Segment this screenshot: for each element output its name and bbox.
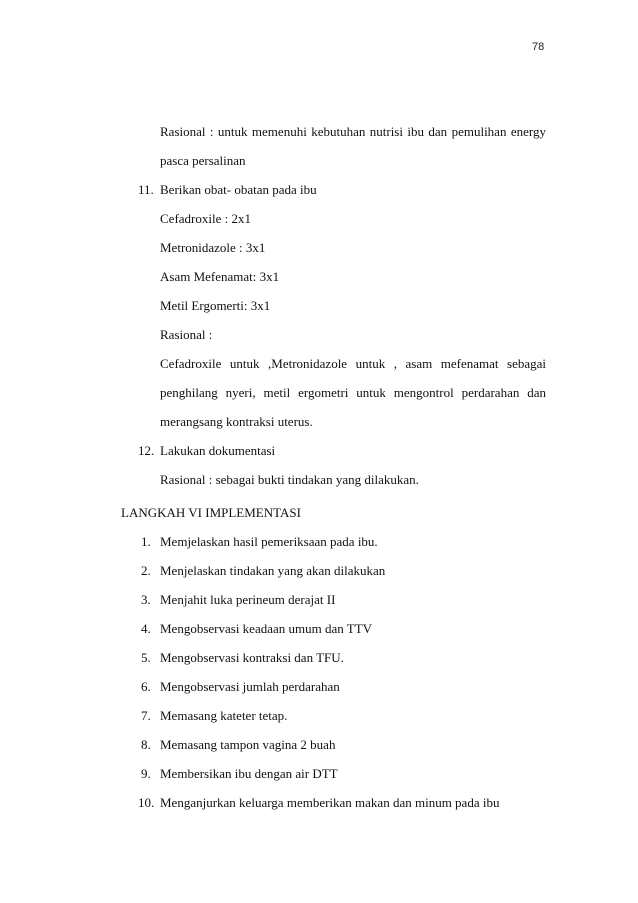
list-number: 3. [141,592,151,607]
rasional-nutrisi-line-2: pasca persalinan [160,153,246,168]
drug-cefadroxile: Cefadroxile : 2x1 [160,211,251,226]
list-item-text: Mengobservasi jumlah perdarahan [160,679,340,694]
rasional-dokumentasi: Rasional : sebagai bukti tindakan yang dilakukan. [160,472,419,487]
list-item-text: Memasang kateter tetap. [160,708,288,723]
list-item-11 [0,182,638,197]
list-item [0,737,638,752]
list-number: 2. [141,563,151,578]
list-item [0,795,638,810]
list-item-text: Menjelaskan tindakan yang akan dilakukan [160,563,386,578]
list-item [0,563,638,578]
list-number: 7. [141,708,151,723]
list-number: 6. [141,679,151,694]
list-number: 5. [141,650,151,665]
drug-metronidazole: Metronidazole : 3x1 [160,240,266,255]
rasional-obat-line-3: merangsang kontraksi uterus. [160,414,313,429]
list-number: 1. [141,534,151,549]
list-item [0,650,638,665]
list-item-text: Lakukan dokumentasi [160,443,276,458]
list-item-text: Menjahit luka perineum derajat II [160,592,336,607]
list-item-text: Membersikan ibu dengan air DTT [160,766,338,781]
list-item [0,621,638,636]
list-item [0,592,638,607]
rasional-nutrisi-line-1: Rasional : untuk memenuhi kebutuhan nutrisi ibu dan pemulihan energy [160,124,546,139]
list-number: 9. [141,766,151,781]
list-item-text: Menganjurkan keluarga memberikan makan dan minum pada ibu [160,795,500,810]
drug-asam-mefenamat: Asam Mefenamat: 3x1 [160,269,280,284]
list-number: 11. [138,182,154,197]
list-item-text: Berikan obat- obatan pada ibu [160,182,317,197]
list-item [0,534,638,549]
list-item-text: Mengobservasi keadaan umum dan TTV [160,621,373,636]
list-item-12 [0,443,638,458]
list-number: 4. [141,621,151,636]
rasional-label: Rasional : [160,327,213,342]
list-item [0,679,638,694]
section-heading: LANGKAH VI IMPLEMENTASI [121,505,301,520]
list-item [0,766,638,781]
list-item-text: Memjelaskan hasil pemeriksaan pada ibu. [160,534,378,549]
drug-metil-ergometri: Metil Ergomerti: 3x1 [160,298,271,313]
rasional-obat-line-1: Cefadroxile untuk ,Metronidazole untuk , asam mefenamat sebagai [160,356,546,371]
list-number: 12. [138,443,155,458]
list-number: 8. [141,737,151,752]
list-item-text: Memasang tampon vagina 2 buah [160,737,336,752]
rasional-obat-line-2: penghilang nyeri, metil ergometri untuk mengontrol perdarahan dan [160,385,546,400]
list-item-text: Mengobservasi kontraksi dan TFU. [160,650,344,665]
list-number: 10. [138,795,155,810]
list-item [0,708,638,723]
page-number: 78 [532,41,545,53]
